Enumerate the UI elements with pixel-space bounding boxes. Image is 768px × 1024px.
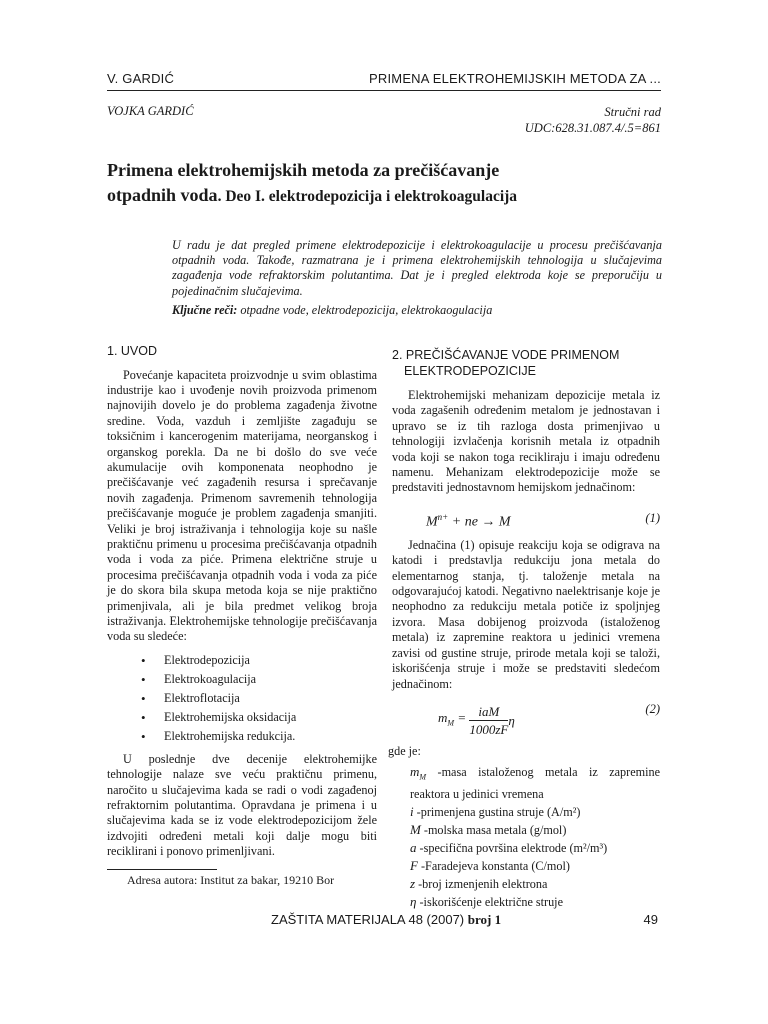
footnote-rule bbox=[107, 869, 217, 870]
paper-meta bbox=[525, 104, 661, 136]
running-header-right: PRIMENA ELEKTROHEMIJSKIH METODA ZA ... bbox=[369, 71, 661, 86]
journal-name: ZAŠTITA MATERIJALA 48 (2007) bbox=[271, 912, 468, 927]
journal-issue: broj 1 bbox=[467, 912, 502, 927]
section-2-heading-line-1: 2. PREČIŠĆAVANJE VODE PRIMENOM bbox=[392, 348, 620, 362]
keywords-label: Ključne reči: bbox=[172, 302, 238, 317]
title-line-2 bbox=[107, 183, 667, 209]
section-1-paragraph-2: U poslednje dve decenije elektrohemijke tehnologije nalaze sve veću praktičnu primenu, naročito u slučajevima kada se radi o vodi zagađenoj refraktornim polutantima. Opravdana je primena i u slučajevima kada se iz vode elektrodepozicijom žele izdvojiti određeni metali koji dalje mogu biti reciklirani i ponovo primenljivani. bbox=[107, 751, 377, 859]
journal-footer bbox=[271, 912, 501, 928]
variable-definition: $m_M$ -masa istaloženog metala iz zapremine reaktora u jedinici vremena bbox=[410, 764, 660, 801]
keywords bbox=[172, 303, 662, 318]
page-number: 49 bbox=[643, 912, 658, 927]
variable-definition: i -primenjena gustina struje (A/m²) bbox=[410, 803, 581, 819]
author-name: VOJKA GARDIĆ bbox=[107, 104, 194, 118]
list-item: • Elektrodepozicija bbox=[141, 651, 377, 670]
udc-code: UDC:628.31.087.4/.5=861 bbox=[524, 121, 661, 135]
equation-1 bbox=[392, 504, 660, 534]
variable-definitions bbox=[392, 763, 660, 910]
variable-definition: M -molska masa metala (g/mol) bbox=[410, 821, 567, 837]
footnote-address: Adresa autora: Institut za bakar, 19210 Bor bbox=[127, 873, 335, 887]
variable-definition: η -iskorišćenje električne struje bbox=[410, 893, 563, 909]
section-2-paragraph-1: Elektrohemijski mehanizam depozicije metala iz voda zagašenih određenim metalom je jednostavan i upravo se iz tih razloga dosta primenjivao u tehnologiji izvlačenja korisnih metala iz otpadnih voda koji se nakon toga recikliraju i imaju određenu namenu. Mehanizam elektrodepozicije može se predstaviti jednostavnom hemijskom jednačinom: bbox=[392, 388, 660, 495]
list-item: • Elektrohemijska oksidacija bbox=[141, 708, 377, 727]
section-2-heading-line-2: ELEKTRODEPOZICIJE bbox=[404, 363, 536, 378]
header-rule bbox=[107, 90, 661, 91]
technology-list bbox=[141, 651, 377, 746]
section-1-paragraph-1: Povećanje kapaciteta proizvodnje u svim oblastima industrije kao i uvođenje novih proizvoda primenom najnovijih dovelo je do problema zagađenja životne sredine. Voda, vazduh i zemljište zagađuju se toksičnim i kancerogenim materijama, neorganskog i organskog porekla. Da ne bi došlo do sve veće akumulacije ovih komponenata neophodno je prečišćavanje već zagađenih resursa i sprečavanje novih zagađenja. Primenom savremenih tehnologija prečišćavanje moguće je problem zagađenja smanjiti. Veliki je broj istraživanja i tehnologija koje su našle praktičnu primenu u procesima prečišćavanja otpadnih voda i voda za piće. Primena električne struje u procesima prečišćavanja otpadnih voda i voda za piće je do skora bila skupa metoda koja se nije praktično primenjivala, ali je bila predmet velikog broja istraživanja. Elektrohemijske tehnologije prečišćavanja voda su sledeće: bbox=[107, 367, 377, 644]
equation-2-number: (2) bbox=[645, 701, 660, 716]
variable-definition: F -Faradejeva konstanta (C/mol) bbox=[410, 857, 570, 873]
equation-2-fraction: $\frac{\text{iaM}}{1000zF}$ bbox=[469, 703, 509, 738]
left-column bbox=[107, 344, 377, 860]
where-label: gde je: bbox=[388, 743, 421, 758]
section-1-heading: 1. UVOD bbox=[107, 344, 158, 358]
equation-1-body: $M^{n+}$ + ne → M bbox=[426, 511, 511, 530]
keywords-text: otpadne vode, elektrodepozicija, elektrokaogulacija bbox=[240, 302, 493, 317]
equation-2 bbox=[392, 698, 660, 742]
running-header-left: V. GARDIĆ bbox=[107, 71, 175, 86]
right-column bbox=[388, 348, 660, 911]
section-2-paragraph-2: Jednačina (1) opisuje reakciju koja se odigrava na katodi i predstavlja redukciju jona metala do elementarnog stanja, tj. taloženje metala na odgovarajućoj katodi. Negativno naelektrisanje koje je neophodno za redukciju metala potiče iz spoljnjeg izvora. Masa dobijenog proizvoda (istaloženog metala) iz zapremine reaktora u jedinici vremena zavisi od gustine struje, prirode metala koji se taloži, iskorišćenja struje i može se predstaviti sledećom jednačinom: bbox=[392, 537, 660, 691]
list-item: • Elektrokoagulacija bbox=[141, 670, 377, 689]
equation-2-body: $m_M$ = $\frac{\text{iaM}}{1000zF}$ η bbox=[438, 703, 515, 738]
abstract bbox=[172, 238, 662, 318]
list-item: • Elektroflotacija bbox=[141, 689, 377, 708]
variable-definition: a -specifična površina elektrode (m²/m³) bbox=[410, 839, 608, 855]
title-line-1: Primena elektrohemijskih metoda za prečišćavanje bbox=[107, 160, 500, 180]
equation-1-number: (1) bbox=[645, 510, 660, 525]
title-bold-part: otpadnih voda bbox=[107, 185, 218, 205]
title-subtitle: . Deo I. elektrodepozicija i elektrokoagulacija bbox=[217, 188, 518, 205]
list-item: • Elektrohemijska redukcija. bbox=[141, 727, 377, 746]
section-2-heading bbox=[392, 348, 660, 379]
paper-title bbox=[107, 158, 667, 209]
abstract-text: U radu je dat pregled primene elektrodepozicije i elektrokoagulacije u procesu prečišćavanja otpadnih voda. Takođe, razmatrana je i primena elektrohemijskih tehnologija u slučajevima zagađenja vode refraktorskim polutantima. Dat je i pregled elektroda koje se preporučiju u pojedinačnim slučajevima. bbox=[172, 238, 662, 298]
paper-type: Stručni rad bbox=[604, 105, 661, 119]
variable-definition: z -broj izmenjenih elektrona bbox=[410, 875, 548, 891]
